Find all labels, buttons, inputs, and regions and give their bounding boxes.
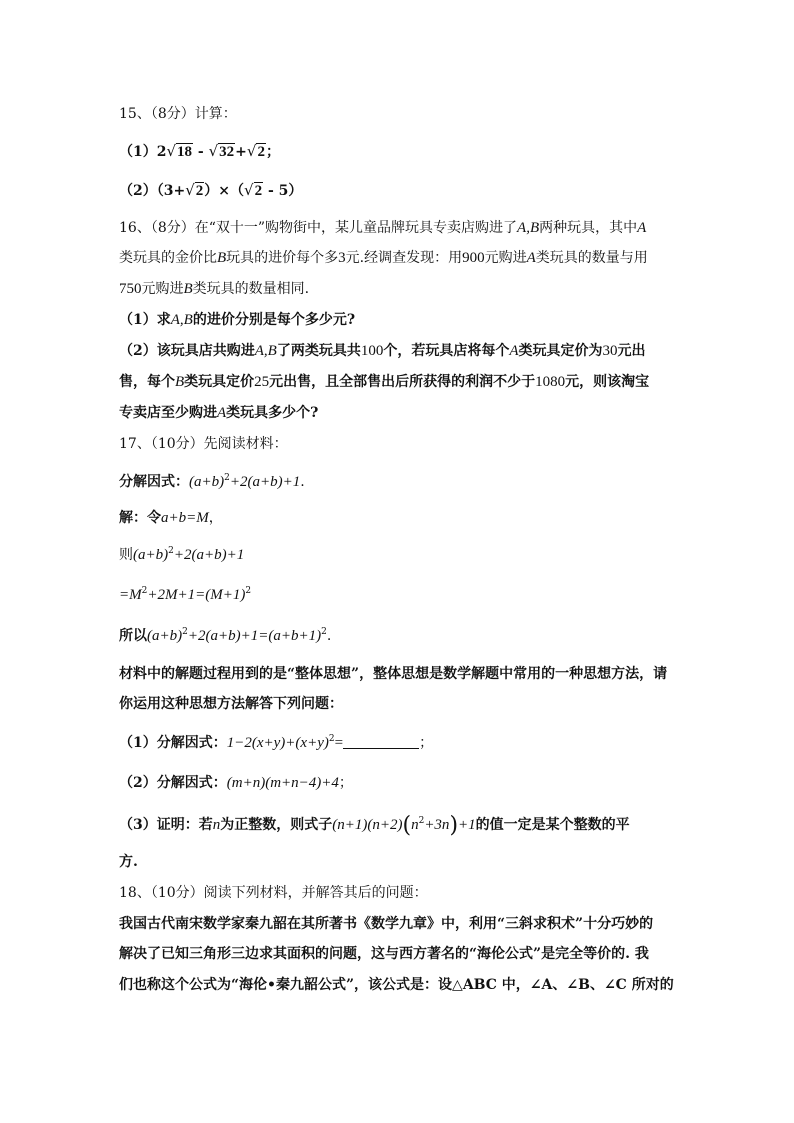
q16-l3-text-d: 类玩具的数量相同. bbox=[192, 281, 310, 297]
q15-p2-mid: ）×（ bbox=[204, 183, 245, 199]
q15-p2-label: （2）（3+ bbox=[119, 183, 186, 199]
q17-material-line1 bbox=[119, 664, 667, 684]
q16-l2-text-c: 玩具的进价每个多 bbox=[226, 250, 339, 266]
q17-so-rest: +2(a+b)+1=(a+b+1) bbox=[187, 628, 322, 644]
q16-s2-num-30: 30 bbox=[602, 343, 618, 359]
q17-p3-var-n: n bbox=[212, 817, 221, 833]
q16-l3-var-b: B bbox=[183, 281, 193, 297]
q18-line3 bbox=[119, 975, 674, 995]
q16-l2-num-3: 3 bbox=[338, 250, 346, 266]
q17-sol-expr: a+b=M bbox=[161, 510, 209, 526]
q15-heading bbox=[119, 104, 237, 124]
q17-f1-end: . bbox=[300, 474, 305, 490]
q17-so-expr: (a+b) bbox=[147, 628, 183, 644]
q15-p1-label: （1）2 bbox=[119, 144, 167, 160]
q16-l1-text-b: 两种玩具，其中 bbox=[539, 220, 638, 236]
q17-f1-label: 分解因式： bbox=[119, 474, 189, 490]
q16-s3-text-g: 元，则该淘宝 bbox=[565, 374, 650, 390]
q16-l3-text-b: 元购进 bbox=[141, 281, 184, 297]
q17-p3-expr2: n bbox=[411, 817, 419, 833]
q16-s4-text-a: 专卖店至少购进 bbox=[119, 405, 217, 421]
q16-l1-var-a: A bbox=[637, 220, 647, 236]
q17-heading bbox=[119, 434, 288, 454]
q17-p1-expr: 1−2(x+y)+(x+y) bbox=[226, 735, 329, 751]
q16-s2-text-c: 了两类玩具共 bbox=[276, 343, 361, 359]
q16-s3-text-e: 元出售，且全部售出后所获得的利润不少于 bbox=[269, 374, 536, 390]
q17-factor-line: 分解因式：$(a+b)^2+2(a+b)+1$. bbox=[119, 473, 305, 490]
q17-then-expr: (a+b) bbox=[133, 547, 169, 563]
q16-line1 bbox=[119, 218, 646, 238]
q15-p1-radicand-c: 2 bbox=[257, 144, 265, 160]
q16-s2-num-100: 100 bbox=[360, 343, 384, 359]
q17-f1-rest: +2(a+b)+1 bbox=[229, 474, 301, 490]
q17-mat1-text: 材料中的解题过程用到的是“整体思想”，整体思想是数学解题中常用的一种思想方法，请 bbox=[119, 666, 668, 682]
q18-l2-text: 解决了已知三角形三边求其面积的问题，这与西方著名的“海伦公式”是完全等价的. 我 bbox=[119, 946, 649, 962]
q16-s1-text-c: 的进价分别是每个多少元? bbox=[192, 312, 356, 328]
q18-heading bbox=[119, 883, 428, 903]
q16-line2 bbox=[119, 248, 648, 268]
q16-s4-var-a: A bbox=[217, 405, 227, 421]
q16-s3-text-a: 售，每个 bbox=[119, 374, 175, 390]
q18-l3-text: 们也称这个公式为“海伦•秦九韶公式”，该公式是：设△ABC 中，∠A、∠B、∠C 所对的 bbox=[119, 977, 674, 993]
q18-heading-text: 18、（10分）阅读下列材料，并解答其后的问题： bbox=[119, 885, 428, 901]
q15-part1: （1）2√18 - √32+√2； bbox=[119, 142, 280, 160]
q17-p1-eq: = bbox=[334, 735, 344, 751]
q16-sub1 bbox=[119, 310, 355, 330]
q18-line1 bbox=[119, 914, 653, 934]
q17-part3: （3）证明：若n为正整数，则式子$(n+1)(n+2)(n^2+3n)+1$的值一定是某个整数的平 bbox=[119, 813, 630, 838]
q17-p3-label: （3）证明：若 bbox=[119, 817, 213, 833]
q18-line2 bbox=[119, 944, 649, 964]
q17-f1-expr: (a+b) bbox=[189, 474, 225, 490]
q16-s3-num-25: 25 bbox=[254, 374, 270, 390]
q16-s2-text-a: （2）该玩具店共购进 bbox=[119, 343, 255, 359]
q17-p3-expr4: +1 bbox=[458, 817, 476, 833]
q16-s1-var-ab: A,B bbox=[170, 312, 193, 328]
q15-p2-radicand-b: 2 bbox=[254, 183, 263, 199]
q16-s3-num-1080: 1080 bbox=[535, 374, 566, 390]
q17-part1: （1）分解因式：$1-2(x+y)+(x+y)^2=$ ； bbox=[119, 734, 434, 751]
q17-so-line: 所以$(a+b)^2+2(a+b)+1=(a+b+1)^2$. bbox=[119, 627, 332, 644]
q17-then-rest: +2(a+b)+1 bbox=[173, 547, 245, 563]
q17-mat2-text: 你运用这种思想方法解答下列问题： bbox=[119, 696, 343, 712]
q17-material-line2 bbox=[119, 694, 343, 714]
q15-heading-text: 15、（8分）计算： bbox=[119, 106, 237, 122]
q17-so-end: . bbox=[326, 628, 332, 644]
q16-s3-text-c: 类玩具定价 bbox=[184, 374, 255, 390]
q15-p2-radicand-a: 2 bbox=[195, 183, 204, 199]
q16-l2-text-a: 类玩具的金价比 bbox=[119, 250, 217, 266]
q17-eq-expr: =M bbox=[119, 587, 142, 603]
q17-heading-text: 17、（10分）先阅读材料： bbox=[119, 436, 288, 452]
q16-l2-var-b: B bbox=[217, 250, 227, 266]
q16-s2-var-a: A bbox=[509, 343, 519, 359]
q17-part3-cont bbox=[119, 852, 138, 872]
q15-p1-radicand-b: 32 bbox=[219, 144, 235, 160]
q17-p3-text-d: 方. bbox=[119, 854, 138, 870]
q17-sol-end: ， bbox=[208, 510, 223, 526]
q17-p1-label: （1）分解因式： bbox=[119, 735, 227, 751]
q17-p3-expr3: +3n bbox=[424, 817, 450, 833]
q16-sub2-line2 bbox=[119, 372, 649, 392]
q18-l1-text: 我国古代南宋数学家秦九韶在其所著书《数学九章》中，利用“三斜求积术”十分巧妙的 bbox=[119, 916, 654, 932]
q17-p1-end: ； bbox=[419, 735, 434, 751]
q17-then-line: 则$(a+b)^2+2(a+b)+1$ bbox=[119, 546, 245, 563]
q16-sub2-line1 bbox=[119, 341, 646, 361]
q16-s2-text-e: 个，若玩具店将每个 bbox=[383, 343, 510, 359]
q16-sub2-line3 bbox=[119, 403, 318, 423]
q16-l2-text-g: 元购进 bbox=[484, 250, 527, 266]
q17-p3-expr1: (n+1)(n+2) bbox=[332, 817, 403, 833]
q16-l1-text-a: 16、（8分）在“双十一”购物街中，某儿童品牌玩具专卖店购进了 bbox=[119, 220, 518, 236]
q15-p1-plus: + bbox=[235, 144, 247, 160]
q15-p1-minus: - bbox=[193, 144, 209, 160]
q17-eq-rest: +2M+1=(M+1) bbox=[147, 587, 246, 603]
q15-p2-end: - 5） bbox=[263, 183, 303, 199]
q16-s4-text-c: 类玩具多少个? bbox=[226, 405, 319, 421]
q16-l3-num-750: 750 bbox=[119, 281, 142, 297]
q17-p2-label: （2）分解因式： bbox=[119, 775, 227, 791]
q16-l2-text-i: 类玩具的数量与用 bbox=[535, 250, 648, 266]
q17-part2 bbox=[119, 773, 353, 793]
q15-part2: （2）（3+√2）×（√2 - 5） bbox=[119, 181, 303, 199]
q16-s2-text-i: 元出 bbox=[617, 343, 646, 359]
q16-s1-text-a: （1）求 bbox=[119, 312, 171, 328]
q17-then-label: 则 bbox=[119, 547, 133, 563]
q16-l2-text-e: 元.经调查发现：用 bbox=[345, 250, 463, 266]
q17-p3-text-b: 为正整数，则式子 bbox=[220, 817, 333, 833]
q16-s2-var-ab: A,B bbox=[254, 343, 277, 359]
q15-p1-radicand-a: 18 bbox=[177, 144, 193, 160]
q16-l1-var-ab: A,B bbox=[517, 220, 540, 236]
q17-p2-end: ； bbox=[338, 775, 353, 791]
q16-s2-text-g: 类玩具定价为 bbox=[518, 343, 603, 359]
q17-p2-expr: (m+n)(m+n−4)+4 bbox=[226, 775, 339, 791]
q16-l2-num-900: 900 bbox=[462, 250, 485, 266]
q16-line3 bbox=[119, 279, 309, 299]
q17-sol-label: 解：令 bbox=[119, 510, 161, 526]
q17-so-label: 所以 bbox=[119, 628, 147, 644]
q16-s3-var-b: B bbox=[175, 374, 185, 390]
q17-equals-line: $=M^2+2M+1=(M+1)^2$ bbox=[119, 586, 252, 603]
q16-l2-var-a: A bbox=[526, 250, 536, 266]
q17-p1-answer-blank[interactable] bbox=[343, 734, 419, 749]
q15-p1-end: ； bbox=[265, 144, 280, 160]
q17-solution-line bbox=[119, 508, 223, 528]
q17-p3-text-c: 的值一定是某个整数的平 bbox=[475, 817, 630, 833]
